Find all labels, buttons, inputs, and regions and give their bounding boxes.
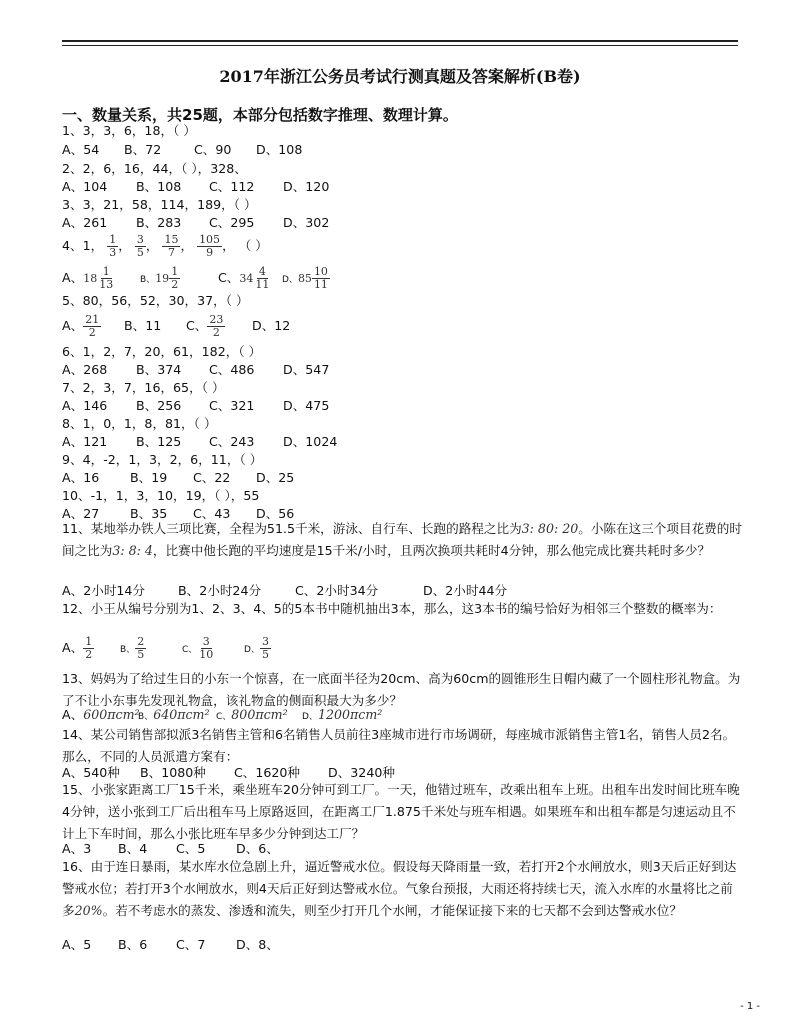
option-b[interactable]: B、72 — [124, 142, 162, 157]
option-b[interactable]: B、35 — [130, 506, 168, 521]
option-d[interactable]: D、8、 — [236, 937, 279, 952]
fraction: $\frac{15}{7}$ — [164, 233, 179, 259]
option-c[interactable]: C、486 — [209, 362, 255, 377]
option-b[interactable]: B、108 — [136, 179, 182, 194]
question-4-suffix: （ ） — [238, 238, 268, 253]
question-12-options — [62, 636, 271, 661]
option-c[interactable]: C、43 — [193, 506, 231, 521]
question-13-options — [62, 706, 382, 726]
option-c[interactable]: C、 $\frac{3}{10}$ — [182, 635, 214, 661]
question-15-stem: 15、小张家距离工厂15千米，乘坐班车20分钟可到工厂。一天，他错过班车，改乘出租车上班。出租车出发时间比班车晚4分钟，送小张到工厂后出租车马上原路返回，在距离工厂1.875千米处与班车相遇。如果班车和出租车都是匀速运动且不计上下车时间，那么小张比班车早多少分钟到达工厂？ — [62, 782, 740, 841]
question-7-stem: 7、2，3，7，16，65，（ ） — [62, 380, 225, 395]
option-a[interactable]: A、 $\frac{21}{2}$ — [62, 313, 100, 339]
option-d[interactable]: D、1200πcm² — [302, 707, 383, 722]
question-2-options — [62, 178, 329, 196]
option-a[interactable]: A、 18 $\frac{1}{13}$ — [62, 265, 114, 291]
option-a[interactable]: A、27 — [62, 506, 100, 521]
option-d[interactable]: D、108 — [256, 142, 303, 157]
option-b[interactable]: B、6 — [118, 937, 148, 952]
fraction: $\frac{1}{3}$ — [109, 233, 117, 259]
option-b[interactable]: B、2小时24分 — [178, 583, 262, 598]
percent-increase: 20% — [74, 903, 103, 918]
option-d[interactable]: D、3240种 — [328, 765, 395, 780]
question-4-stem: 4、1， $\frac{1}{3}$ ， $\frac{3}{5}$ ， $\frac{15}{7}$ ， $\frac{105}{9}$ ， （ ） — [62, 233, 268, 259]
document-title: 2017年浙江公务员考试行测真题及答案解析(B卷) — [219, 67, 581, 86]
question-4-prefix: 4、1， — [62, 238, 104, 253]
option-c[interactable]: C、 $\frac{23}{2}$ — [186, 313, 224, 339]
question-12-stem: 12、小王从编号分别为1、2、3、4、5的5本书中随机抽出3本，那么，这3本书的编号恰好为相邻三个整数的概率为： — [62, 601, 722, 616]
question-1-stem: 1、3，3，6，18，（ ） — [62, 123, 196, 138]
question-3-stem: 3、3，21，58，114，189，（ ） — [62, 197, 257, 212]
option-d[interactable]: D、475 — [283, 398, 330, 413]
option-c[interactable]: C、2小时34分 — [295, 583, 379, 598]
option-a[interactable]: A、121 — [62, 434, 108, 449]
option-b[interactable]: B、283 — [136, 215, 182, 230]
option-b[interactable]: B、125 — [136, 434, 182, 449]
option-d[interactable]: D、302 — [283, 215, 330, 230]
top-rule-thin — [62, 45, 738, 46]
option-a[interactable]: A、 $\frac{1}{2}$ — [62, 635, 93, 661]
option-d[interactable]: D、56 — [256, 506, 295, 521]
question-9-stem: 9、4，-2，1，3，2，6，11，（ ） — [62, 452, 263, 467]
option-a[interactable]: A、2小时14分 — [62, 583, 146, 598]
option-a[interactable]: A、5 — [62, 937, 92, 952]
option-d[interactable]: D、2小时44分 — [423, 583, 508, 598]
option-a[interactable]: A、600πcm² — [62, 707, 140, 722]
question-8-options — [62, 433, 337, 451]
question-5-options — [62, 314, 290, 339]
option-d[interactable]: D、120 — [283, 179, 330, 194]
option-b[interactable]: B、640πcm² — [138, 707, 210, 722]
option-c[interactable]: C、22 — [193, 470, 231, 485]
option-d[interactable]: D、 $\frac{3}{5}$ — [244, 635, 269, 661]
fraction: $\frac{105}{9}$ — [199, 233, 221, 259]
option-a[interactable]: A、3 — [62, 841, 92, 856]
section-heading: 一、数量关系，共25题，本部分包括数字推理、数理计算。 — [62, 106, 458, 124]
ratio-time: 3: 8: 4 — [112, 543, 153, 558]
question-6-stem: 6、1，2，7，20，61，182，（ ） — [62, 344, 262, 359]
question-11-stem: 11、某地举办铁人三项比赛，全程为51.5千米，游泳、自行车、长跑的路程之比为3: 80: 20。小陈在这三个项目花费的时间之比为3: 8: 4，比赛中他长跑的平均速度是15千米/小时，且两次换项共耗时4分钟，那么他完成比赛共耗时多少？ — [62, 521, 742, 558]
option-c[interactable]: C、7 — [176, 937, 206, 952]
option-a[interactable]: A、268 — [62, 362, 108, 377]
option-d[interactable]: D、1024 — [283, 434, 338, 449]
option-b[interactable]: B、4 — [118, 841, 148, 856]
question-10-stem: 10、-1，1，3，10，19，（ ），55 — [62, 488, 260, 503]
question-9-options — [62, 469, 294, 487]
option-a[interactable]: A、540种 — [62, 765, 120, 780]
option-d[interactable]: D、25 — [256, 470, 295, 485]
option-a[interactable]: A、146 — [62, 398, 108, 413]
option-c[interactable]: C、295 — [209, 215, 255, 230]
option-b[interactable]: B、 $\frac{2}{5}$ — [120, 635, 145, 661]
option-a[interactable]: A、261 — [62, 215, 108, 230]
question-3-options — [62, 214, 329, 232]
option-c[interactable]: C、5 — [176, 841, 206, 856]
option-a[interactable]: A、16 — [62, 470, 100, 485]
question-2-stem: 2、2，6，16，44，（ ），328、 — [62, 161, 247, 176]
option-c[interactable]: C、321 — [209, 398, 255, 413]
question-16-options — [62, 936, 279, 954]
option-c[interactable]: C、243 — [209, 434, 255, 449]
option-b[interactable]: B、1080种 — [140, 765, 206, 780]
option-c[interactable]: C、1620种 — [234, 765, 301, 780]
option-c[interactable]: C、112 — [209, 179, 255, 194]
option-a[interactable]: A、54 — [62, 142, 100, 157]
ratio-distance: 3: 80: 20 — [521, 521, 579, 536]
option-b[interactable]: B、 19 $\frac{1}{2}$ — [140, 265, 179, 291]
question-14-stem: 14、某公司销售部拟派3名销售主管和6名销售人员前往3座城市进行市场调研，每座城市派销售主管1名，销售人员2名。那么，不同的人员派遣方案有： — [62, 727, 736, 764]
top-rule-thick — [62, 40, 738, 42]
option-d[interactable]: D、 85 $\frac{10}{11}$ — [282, 265, 328, 291]
option-c[interactable]: C、90 — [194, 142, 232, 157]
question-4-options — [62, 266, 330, 291]
option-c[interactable]: C、 34 $\frac{4}{11}$ — [218, 265, 270, 291]
option-d[interactable]: D、12 — [252, 318, 291, 333]
option-b[interactable]: B、19 — [130, 470, 168, 485]
option-b[interactable]: B、374 — [136, 362, 182, 377]
option-b[interactable]: B、11 — [124, 318, 162, 333]
question-5-stem: 5、80，56，52，30，37，（ ） — [62, 293, 249, 308]
option-d[interactable]: D、547 — [283, 362, 330, 377]
question-8-stem: 8、1，0，1，8，81，（ ） — [62, 416, 217, 431]
question-7-options — [62, 397, 329, 415]
question-13-stem: 13、妈妈为了给过生日的小东一个惊喜，在一底面半径为20cm、高为60cm的圆锥形生日帽内藏了一个圆柱形礼物盒。为了不让小东事先发现礼物盒，该礼物盒的侧面积最大为多少？ — [62, 671, 741, 708]
option-b[interactable]: B、256 — [136, 398, 182, 413]
fraction: $\frac{3}{5}$ — [136, 233, 144, 259]
option-d[interactable]: D、6、 — [236, 841, 279, 856]
page-number: - 1 - — [740, 1001, 760, 1012]
question-6-options — [62, 361, 329, 379]
option-a[interactable]: A、104 — [62, 179, 108, 194]
option-c[interactable]: C、800πcm² — [216, 707, 288, 722]
question-1-options — [62, 141, 302, 159]
question-16-stem: 16、由于连日暴雨，某水库水位急剧上升，逼近警戒水位。假设每天降雨量一致，若打开2个水闸放水，则3天后正好到达警戒水位；若打开3个水闸放水，则4天后正好到达警戒水位。气象台预报，大雨还将持续七天，流入水库的水量将比之前多20%。若不考虑水的蒸发、渗透和流失，则至少打开几个水闸，才能保证接下来的七天都不会到达警戒水位？ — [62, 859, 737, 918]
